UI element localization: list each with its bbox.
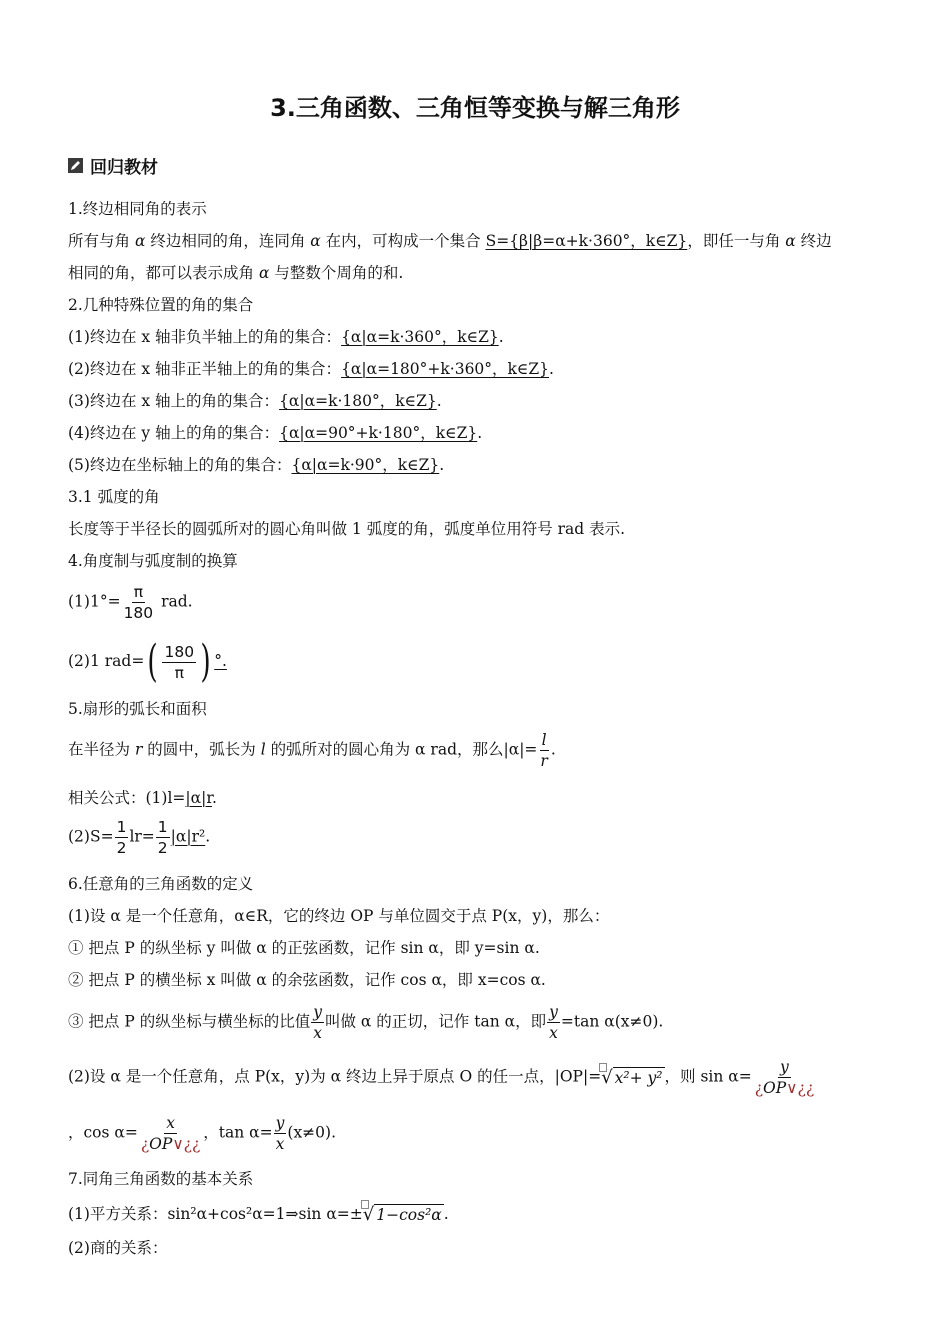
s4-formula-1: (1)1°= $\frac{\pi}{180}$ rad. [68,583,193,622]
s5-line2: 相关公式：(1)l=|α|r. [68,789,217,807]
s2-item: (3)终边在 x 轴上的角的集合：{α|α=k·180°，k∈Z}. [68,392,442,410]
s6-line1: (1)设 α 是一个任意角，α∈R，它的终边 OP 与单位圆交于点 P(x，y)，那么： [68,907,610,925]
edit-square-icon [68,158,83,173]
s2-item: (5)终边在坐标轴上的角的集合：{α|α=k·90°，k∈Z}. [68,456,445,474]
section-header [68,153,158,178]
s2-item: (2)终边在 x 轴非正半轴上的角的集合：{α|α=180°+k·360°，k∈Z}. [68,360,554,378]
s6-line2: ① 把点 P 的纵坐标 y 叫做 α 的正弦函数，记作 sin α，即 y=sin α. [68,939,540,957]
s1-heading: 1.终边相同角的表示 [68,200,207,218]
s1-set: S={β|β=α+k·360°，k∈Z} [485,232,688,250]
s4-heading: 4.角度制与弧度制的换算 [68,552,238,570]
s1-para-line1: 所有与角 α 终边相同的角，连同角 α 在内，可构成一个集合 S={β|β=α+k·360°，k∈Z}，即任一与角 α 终边 [68,232,832,250]
s7-line2: (2)商的关系： [68,1239,168,1257]
s2-heading: 2.几种特殊位置的角的集合 [68,296,254,314]
section-label: 回归教材 [90,158,158,178]
s7-line1: (1)平方关系：sin²α+cos²α=1⇒sin α=± √ 1−cos²α . [68,1203,449,1226]
s2-item: (1)终边在 x 轴非负半轴上的角的集合：{α|α=k·360°，k∈Z}. [68,328,504,346]
s6-heading: 6.任意角的三角函数的定义 [68,875,254,893]
s2-item: (4)终边在 y 轴上的角的集合：{α|α=90°+k·180°，k∈Z}. [68,424,483,442]
s1-para-line2: 相同的角，都可以表示成角 α 与整数个周角的和. [68,264,404,282]
s5-heading: 5.扇形的弧长和面积 [68,700,207,718]
s6-line3: ② 把点 P 的横坐标 x 叫做 α 的余弦函数，记作 cos α，即 x=cos α. [68,971,546,989]
s5-line1: 在半径为 r 的圆中，弧长为 l 的弧所对的圆心角为 α rad，那么|α|= $\frac{l}{r}$ . [68,731,556,770]
s3-heading: 3.1 弧度的角 [68,488,160,506]
s6-line6: ，cos α= $\frac{x}{¿OP\vee¿¿}$ ，tan α= $\frac{y}{x}$ (x≠0). [68,1114,337,1153]
page-title: 3.三角函数、三角恒等变换与解三角形 [270,94,680,122]
s7-heading: 7.同角三角函数的基本关系 [68,1170,254,1188]
s6-line5: (2)设 α 是一个任意角，点 P(x，y)为 α 终边上异于原点 O 的任一点，|OP|= √ x²+ y² ，则 sin α= $\frac{y}{¿OP\vee¿¿}$ [68,1058,815,1097]
s6-line4: ③ 把点 P 的纵坐标与横坐标的比值 $\frac{y}{x}$ 叫做 α 的正切，记作 tan α，即 $\frac{y}{x}$ =tan α(x≠0). [68,1003,664,1042]
s4-formula-2: (2)1 rad=( $\frac{180}{\pi}$ ) °. [68,636,227,687]
s3-text: 长度等于半径长的圆弧所对的圆心角叫做 1 弧度的角，弧度单位用符号 rad 表示. [68,520,626,538]
s5-line3: (2)S= $\frac{1}{2}$ lr= $\frac{1}{2}$ |α|r². [68,818,211,857]
